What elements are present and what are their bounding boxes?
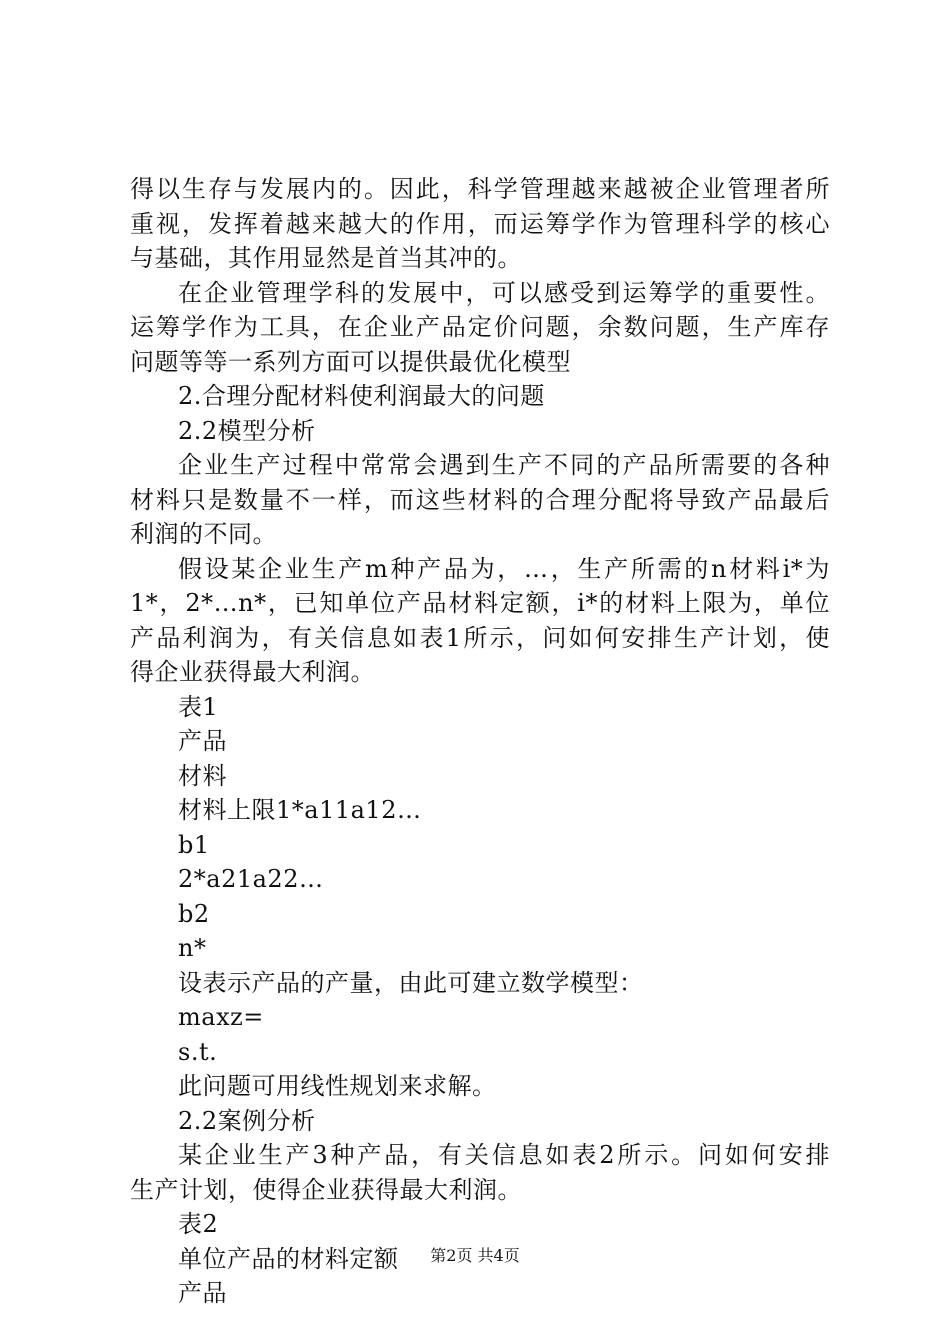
text-line: 得以生存与发展内的。因此，科学管理越来越被企业管理者所 [130, 175, 830, 203]
text-line: 在企业管理学科的发展中，可以感受到运筹学的重要性。 [178, 278, 830, 307]
text-line: b2 [178, 899, 210, 928]
text-line: b1 [178, 830, 210, 859]
text-line: 2.合理分配材料使利润最大的问题 [178, 382, 545, 410]
text-line: 假设某企业生产m种产品为，…，生产所需的n材料i*为 [178, 554, 830, 583]
text-line: 2*a21a22… [178, 865, 324, 893]
text-line: 2.2模型分析 [178, 416, 316, 445]
text-line: 某企业生产3种产品，有关信息如表2所示。问如何安排 [178, 1141, 830, 1169]
text-line: 产品 [178, 727, 227, 755]
text-line: 表1 [178, 692, 219, 721]
text-line: maxz= [178, 1003, 264, 1031]
text-line: 利润的不同。 [130, 520, 277, 548]
text-line: 重视，发挥着越来越大的作用，而运筹学作为管理科学的核心 [130, 209, 830, 238]
text-line: 设表示产品的产量，由此可建立数学模型： [178, 968, 644, 997]
text-line: 1*，2*…n*，已知单位产品材料定额，i*的材料上限为，单位 [130, 589, 830, 617]
text-line: 生产计划，使得企业获得最大利润。 [130, 1175, 522, 1204]
text-line: 材料只是数量不一样，而这些材料的合理分配将导致产品最后 [130, 485, 830, 514]
text-line: 材料上限1*a11a12… [178, 796, 422, 824]
text-line: 单位产品的材料定额 [178, 1244, 399, 1273]
text-line: 产品利润为，有关信息如表1所示，问如何安排生产计划，使 [130, 623, 830, 652]
text-line: 企业生产过程中常常会遇到生产不同的产品所需要的各种 [178, 451, 830, 479]
text-line: n* [178, 934, 207, 962]
text-line: 2.2案例分析 [178, 1106, 316, 1135]
text-line: 运筹学作为工具，在企业产品定价问题，余数问题，生产库存 [130, 313, 830, 341]
document-body [130, 172, 830, 1311]
text-line: 表2 [178, 1210, 219, 1238]
text-line: 材料 [178, 761, 227, 790]
text-line: s.t. [178, 1037, 218, 1066]
text-line: 与基础，其作用显然是首当其冲的。 [130, 244, 522, 272]
text-line: 此问题可用线性规划来求解。 [178, 1072, 497, 1100]
page-footer: 第2页 共4页 [430, 1246, 520, 1265]
text-line: 产品 [178, 1279, 227, 1307]
text-line: 问题等等一系列方面可以提供最优化模型 [130, 347, 571, 376]
text-line: 得企业获得最大利润。 [130, 658, 375, 686]
